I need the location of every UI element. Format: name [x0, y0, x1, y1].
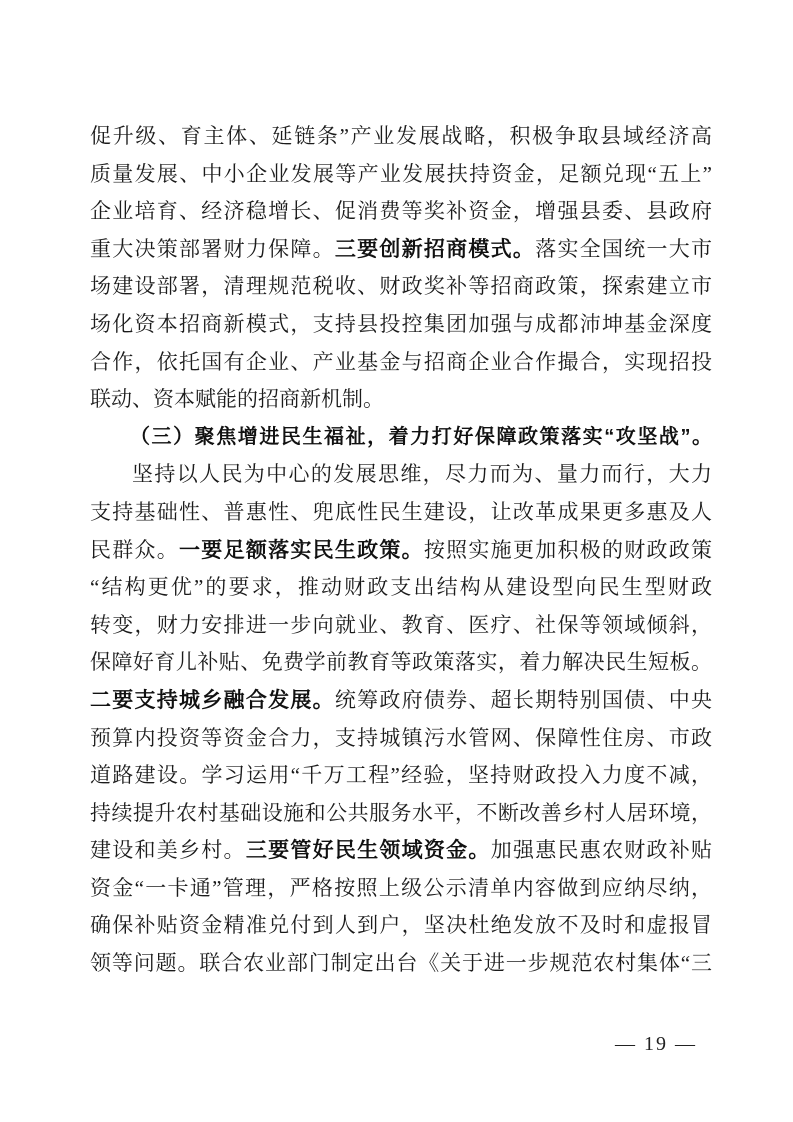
text-line: [90, 268, 712, 306]
text-line: [90, 832, 712, 870]
text-line: [90, 945, 712, 983]
bold-emphasis: 三要管好民生领域资金。: [245, 839, 491, 863]
text-run: 合作，依托国有企业、产业基金与招商企业合作撮合，实现招投: [90, 349, 712, 374]
document-body: [90, 118, 712, 983]
text-run: 按照实施更加积极的财政政策: [423, 537, 712, 562]
text-run: 持续提升农村基础设施和公共服务水平，不断改善乡村人居环境，: [90, 800, 712, 825]
bold-emphasis: 一要足额落实民生政策。: [179, 538, 424, 562]
text-line: [90, 532, 712, 570]
text-run: 支持基础性、普惠性、兜底性民生建设，让改革成果更多惠及人: [90, 499, 712, 524]
text-line: [90, 644, 712, 682]
text-line: [90, 870, 712, 908]
text-run: 联动、资本赋能的招商新机制。: [90, 387, 384, 412]
text-run: 企业培育、经济稳增长、促消费等奖补资金，增强县委、县政府: [90, 199, 712, 224]
text-run: 重大决策部署财力保障。: [90, 236, 335, 261]
text-line: [90, 381, 712, 419]
page-number: — 19 —: [615, 1033, 697, 1055]
text-run: 确保补贴资金精准兑付到人到户，坚决杜绝发放不及时和虚报冒: [90, 913, 712, 938]
text-run: 资金“一卡通”管理，严格按照上级公示清单内容做到应纳尽纳，: [90, 875, 712, 900]
text-run: 道路建设。学习运用“千万工程”经验，坚持财政投入力度不减，: [90, 763, 712, 788]
text-line: [90, 720, 712, 758]
text-run: 场化资本招商新模式，支持县投控集团加强与成都沛坤基金深度: [90, 311, 712, 336]
text-line: [90, 344, 712, 382]
text-line: [90, 456, 712, 494]
text-run: 场建设部署，清理规范税收、财政奖补等招商政策，探索建立市: [90, 274, 712, 299]
text-line: [90, 231, 712, 269]
text-run: 统筹政府债券、超长期特别国债、中央: [334, 687, 712, 712]
text-line: [90, 494, 712, 532]
text-line: [90, 306, 712, 344]
text-line: [90, 907, 712, 945]
text-run: 加强惠民惠农财政补贴: [490, 838, 712, 863]
text-run: 保障好育儿补贴、免费学前教育等政策落实，着力解决民生短板。: [90, 650, 712, 675]
bold-emphasis: 二要支持城乡融合发展。: [90, 688, 335, 712]
bold-emphasis: （三）聚焦增进民生福祉，着力打好保障政策落实“攻坚战”。: [130, 425, 712, 448]
text-line: [90, 757, 712, 795]
text-line: [90, 193, 712, 231]
text-run: 落实全国统一大市: [535, 236, 712, 261]
bold-emphasis: 三要创新招商模式。: [334, 237, 536, 261]
text-run: “结构更优”的要求，推动财政支出结构从建设型向民生型财政: [90, 575, 712, 600]
text-line: [90, 607, 712, 645]
text-line: [90, 156, 712, 194]
text-run: 领等问题。联合农业部门制定出台《关于进一步规范农村集体“三: [90, 951, 712, 976]
text-line: [90, 118, 712, 156]
text-run: 质量发展、中小企业发展等产业发展扶持资金，足额兑现“五上”: [90, 161, 712, 186]
text-run: 预算内投资等资金合力，支持城镇污水管网、保障性住房、市政: [90, 725, 712, 750]
text-run: 促升级、育主体、延链条”产业发展战略，积极争取县域经济高: [90, 124, 712, 148]
text-line: [90, 569, 712, 607]
text-run: 民群众。: [90, 537, 180, 562]
section-heading: [90, 419, 712, 457]
text-line: [90, 682, 712, 720]
text-run: 转变，财力安排进一步向就业、教育、医疗、社保等领域倾斜，: [90, 612, 712, 637]
text-line: [90, 795, 712, 833]
text-run: 坚持以人民为中心的发展思维，尽力而为、量力而行，大力: [132, 462, 712, 487]
text-run: 建设和美乡村。: [90, 838, 246, 863]
